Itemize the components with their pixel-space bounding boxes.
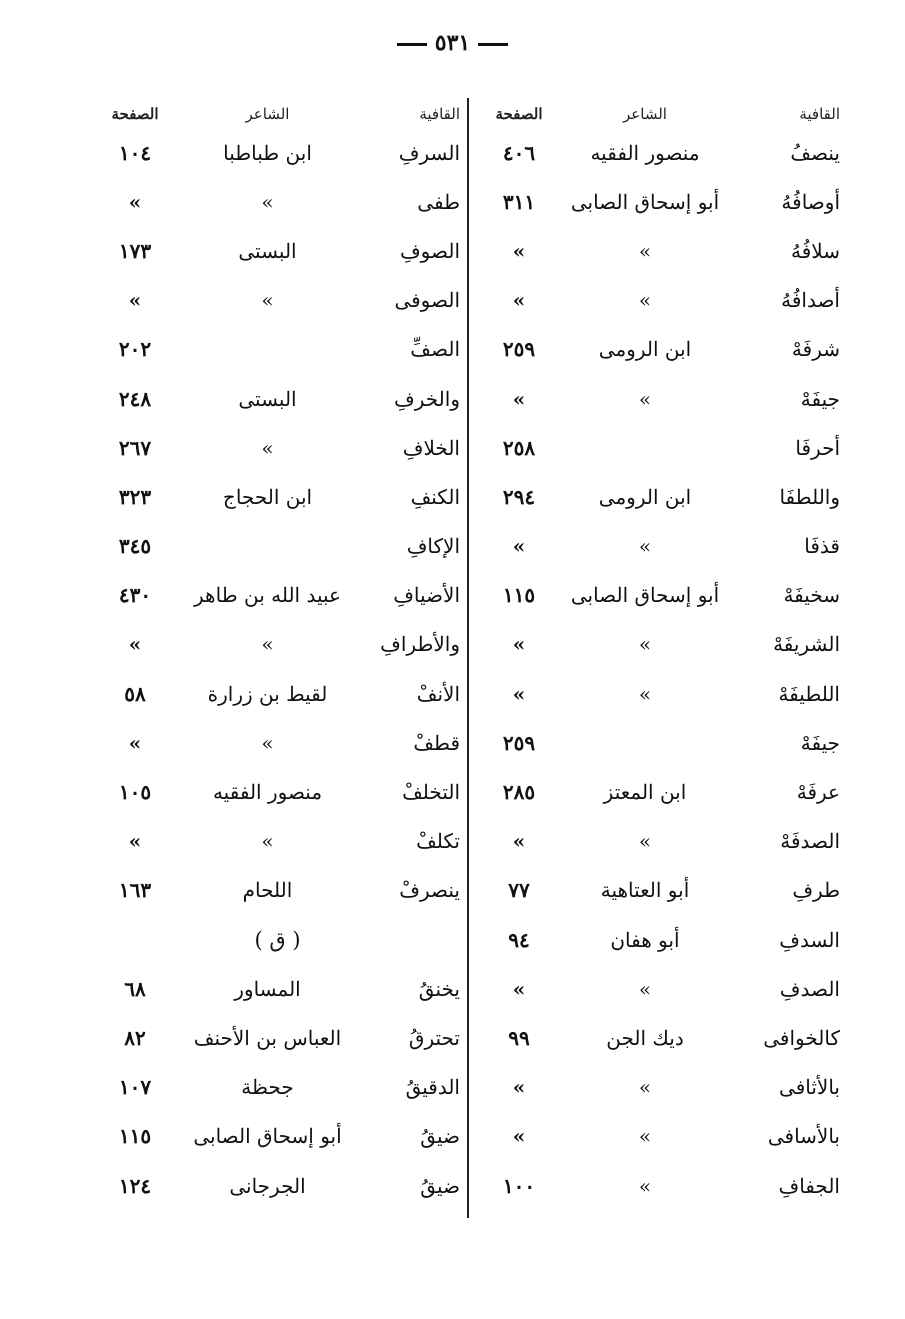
- poet-cell: ابن الرومى: [598, 484, 692, 509]
- index-row: [478, 669, 840, 718]
- poet-cell: أبو هفان: [610, 927, 680, 952]
- page-cell: ٧٧: [508, 878, 530, 903]
- index-row: [478, 1161, 840, 1210]
- index-row: [478, 276, 840, 325]
- rhyme-cell: واللطفَا: [779, 484, 840, 509]
- poet-cell: البستى: [238, 386, 297, 411]
- rhyme-cell: جيفَهْ: [800, 730, 840, 755]
- poet-cell: الجرجانى: [229, 1173, 306, 1198]
- page-cell: ٢٩٤: [502, 484, 536, 509]
- page-cell: ٢٥٩: [502, 337, 536, 362]
- page-cell: »: [512, 534, 526, 559]
- page-cell: ٨٢: [124, 1025, 146, 1050]
- rhyme-cell: طفى: [417, 189, 460, 214]
- header-dash-right: [478, 43, 508, 46]
- poet-cell: البستى: [238, 238, 297, 263]
- index-row: [95, 620, 460, 669]
- poet-cell: أبو العتاهية: [600, 878, 690, 903]
- header-page: الصفحة: [111, 105, 159, 123]
- rhyme-cell: بالأسافى: [767, 1124, 840, 1149]
- page-cell: ٢٥٨: [502, 435, 536, 460]
- index-row: [95, 177, 460, 226]
- poet-cell: »: [261, 730, 274, 755]
- rhyme-cell: سلافُهُ: [791, 238, 840, 263]
- poet-cell: »: [638, 1124, 652, 1149]
- header-poet: الشاعر: [623, 105, 667, 123]
- rhyme-cell: السدفِ: [779, 927, 840, 952]
- page-cell: »: [512, 288, 526, 313]
- index-row: [478, 423, 840, 472]
- page-cell: ١٦٣: [118, 878, 152, 903]
- rhyme-cell: طرفِ: [792, 878, 840, 903]
- index-row: [95, 1112, 460, 1161]
- index-row: [478, 522, 840, 571]
- poet-cell: »: [638, 829, 652, 854]
- page-cell: »: [512, 386, 526, 411]
- index-row: [478, 177, 840, 226]
- page-cell: ٣٢٣: [118, 484, 152, 509]
- poet-cell: »: [638, 681, 652, 706]
- poet-cell: عبيد الله بن طاهر: [194, 583, 341, 608]
- page-cell: »: [512, 681, 526, 706]
- page-cell: »: [512, 1124, 526, 1149]
- page-cell: »: [512, 632, 526, 657]
- page-cell: ١٢٤: [118, 1173, 152, 1198]
- page-cell: ٦٨: [124, 976, 146, 1001]
- page-cell: ١٠٧: [118, 1075, 152, 1100]
- index-row: [95, 276, 460, 325]
- index-row: [95, 1063, 460, 1112]
- index-row: [478, 718, 840, 767]
- page-cell: ٣٤٥: [118, 534, 152, 559]
- section-heading: ( ق ): [254, 927, 301, 952]
- index-row: [95, 1161, 460, 1210]
- page-cell: ١١٥: [502, 583, 536, 608]
- page-cell: ٣١١: [502, 189, 536, 214]
- index-row: [478, 226, 840, 275]
- page-number: ٥٣١: [434, 30, 471, 56]
- page-cell: »: [128, 288, 142, 313]
- rhyme-cell: الصدفِ: [779, 976, 840, 1001]
- index-row: [95, 1013, 460, 1062]
- poet-cell: »: [638, 632, 652, 657]
- rhyme-cell: يخنقُ: [418, 976, 460, 1001]
- index-row: [95, 571, 460, 620]
- poet-cell: منصور الفقيه: [590, 140, 700, 165]
- index-row: [95, 423, 460, 472]
- rhyme-cell: بالأثافى: [779, 1075, 840, 1100]
- rhyme-cell: شرفَهْ: [791, 337, 840, 362]
- poet-cell: منصور الفقيه: [212, 780, 323, 805]
- header-page: الصفحة: [495, 105, 543, 123]
- page-cell: »: [512, 829, 526, 854]
- rhyme-cell: قذفَا: [804, 534, 840, 559]
- rhyme-cell: الصوفى: [394, 288, 460, 313]
- page-cell: ٩٩: [508, 1025, 530, 1050]
- page-cell: ٤٠٦: [502, 140, 536, 165]
- rhyme-cell: عرفَهْ: [796, 780, 840, 805]
- page-cell: ٩٤: [508, 927, 530, 952]
- rhyme-cell: الإكافِ: [406, 534, 460, 559]
- rhyme-cell: الصفِّ: [410, 337, 460, 362]
- page-cell: ١١٥: [118, 1124, 152, 1149]
- page-cell: ٢٤٨: [118, 386, 152, 411]
- poet-cell: [175, 522, 360, 571]
- header-rhyme: القافية: [799, 105, 840, 123]
- rhyme-cell: سخيفَهْ: [783, 583, 840, 608]
- poet-cell: أبو إسحاق الصابى: [570, 583, 720, 608]
- page-cell: ٢٨٥: [502, 780, 536, 805]
- poet-cell: [175, 325, 360, 374]
- index-row: [95, 472, 460, 521]
- poet-cell: »: [261, 288, 274, 313]
- index-row: [478, 1013, 840, 1062]
- rhyme-cell: الأنفْ: [416, 681, 460, 706]
- page-cell: ٢٠٢: [118, 337, 152, 362]
- left-column-body: [95, 128, 460, 1210]
- page-cell: ١٧٣: [118, 238, 152, 263]
- page-cell: »: [128, 189, 142, 214]
- rhyme-cell: ينصفُ: [790, 140, 840, 165]
- poet-cell: لقيط بن زرارة: [207, 681, 328, 706]
- rhyme-cell: كالخوافى: [763, 1025, 840, 1050]
- poet-cell: »: [638, 386, 652, 411]
- poet-cell: ابن الحجاج: [222, 484, 313, 509]
- page-cell: »: [512, 238, 526, 263]
- poet-cell: »: [638, 534, 652, 559]
- page-cell: »: [128, 829, 142, 854]
- rhyme-cell: التخلفْ: [402, 780, 460, 805]
- poet-cell: جحظة: [241, 1075, 294, 1100]
- right-column-body: [478, 128, 840, 1210]
- poet-cell: المساور: [234, 976, 301, 1001]
- poet-cell: ديك الجن: [606, 1025, 684, 1050]
- rhyme-cell: الشريفَهْ: [773, 632, 840, 657]
- poet-cell: [560, 718, 730, 767]
- rhyme-cell: الكنفِ: [410, 484, 460, 509]
- rhyme-cell: الأضيافِ: [393, 583, 460, 608]
- poet-cell: »: [261, 829, 274, 854]
- rhyme-cell: السرفِ: [398, 140, 460, 165]
- rhyme-cell: جيفَهْ: [800, 386, 840, 411]
- rhyme-cell: والأطرافِ: [380, 632, 460, 657]
- poet-cell: »: [261, 435, 274, 460]
- page-cell: ١٠٤: [118, 140, 152, 165]
- page-cell: »: [128, 730, 142, 755]
- index-row: [95, 817, 460, 866]
- column-divider: [467, 98, 469, 1218]
- rhyme-cell: الصدفَهْ: [780, 829, 840, 854]
- rhyme-cell: الدقيقُ: [405, 1075, 460, 1100]
- page-cell: ٥٨: [124, 681, 146, 706]
- index-row: [478, 964, 840, 1013]
- poet-cell: اللحام: [242, 878, 293, 903]
- page-number-header: [0, 30, 905, 56]
- poet-cell: العباس بن الأحنف: [193, 1025, 342, 1050]
- poet-cell: »: [638, 976, 652, 1001]
- page-cell: ٢٦٧: [118, 435, 152, 460]
- poet-cell: [560, 423, 730, 472]
- page-cell: »: [512, 1075, 526, 1100]
- index-row: [95, 374, 460, 423]
- poet-cell: أبو إسحاق الصابى: [193, 1124, 342, 1149]
- index-row: [95, 325, 460, 374]
- index-row: [95, 226, 460, 275]
- page-cell: ٤٣٠: [118, 583, 152, 608]
- rhyme-cell: الصوفِ: [399, 238, 460, 263]
- index-row: [478, 571, 840, 620]
- poet-cell: ابن المعتز: [603, 780, 687, 805]
- rhyme-cell: والخرفِ: [394, 386, 460, 411]
- poet-cell: »: [638, 1173, 652, 1198]
- index-row: [478, 1063, 840, 1112]
- poet-cell: »: [638, 288, 652, 313]
- page-cell: ١٠٠: [502, 1173, 536, 1198]
- poet-cell: ابن الرومى: [598, 337, 692, 362]
- index-row: [478, 1112, 840, 1161]
- header-row: [478, 100, 840, 128]
- index-row: [478, 866, 840, 915]
- index-row: [478, 817, 840, 866]
- index-row: [478, 374, 840, 423]
- page-cell: ١٠٥: [118, 780, 152, 805]
- poet-cell: ابن طباطبا: [223, 140, 312, 165]
- index-row: [95, 718, 460, 767]
- poet-cell: »: [261, 189, 274, 214]
- page-cell: ٢٥٩: [502, 730, 536, 755]
- index-row: [478, 620, 840, 669]
- rhyme-cell: تكلفْ: [416, 829, 460, 854]
- index-row: [95, 866, 460, 915]
- rhyme-cell: الخلافِ: [402, 435, 460, 460]
- rhyme-cell: ضيقُ: [420, 1124, 460, 1149]
- rhyme-cell: تحترقُ: [408, 1025, 460, 1050]
- index-row: [95, 522, 460, 571]
- index-row: [478, 128, 840, 177]
- rhyme-cell: اللطيفَهْ: [778, 681, 840, 706]
- header-poet: الشاعر: [245, 105, 290, 123]
- poet-cell: أبو إسحاق الصابى: [570, 189, 720, 214]
- index-row: [95, 669, 460, 718]
- index-row: [478, 767, 840, 816]
- poet-cell: »: [638, 1075, 652, 1100]
- rhyme-cell: الجفافِ: [778, 1173, 840, 1198]
- rhyme-cell: أحرفَا: [795, 435, 840, 460]
- header-row: [95, 100, 460, 128]
- rhyme-cell: ضيقُ: [420, 1173, 460, 1198]
- page-cell: »: [512, 976, 526, 1001]
- index-row: [478, 325, 840, 374]
- left-index-column: [95, 100, 460, 1210]
- index-row: [95, 915, 460, 964]
- index-row: [95, 964, 460, 1013]
- header-rhyme: القافية: [419, 105, 460, 123]
- rhyme-cell: قطفْ: [413, 730, 460, 755]
- header-dash-left: [397, 43, 427, 46]
- index-row: [478, 915, 840, 964]
- rhyme-cell: ينصرفْ: [399, 878, 460, 903]
- rhyme-cell: أصدافُهُ: [781, 288, 840, 313]
- page-cell: »: [128, 632, 142, 657]
- poet-cell: »: [261, 632, 274, 657]
- index-row: [478, 472, 840, 521]
- index-row: [95, 128, 460, 177]
- right-index-column: [478, 100, 840, 1210]
- rhyme-cell: أوصافُهُ: [781, 189, 840, 214]
- poet-cell: »: [638, 238, 652, 263]
- index-row: [95, 767, 460, 816]
